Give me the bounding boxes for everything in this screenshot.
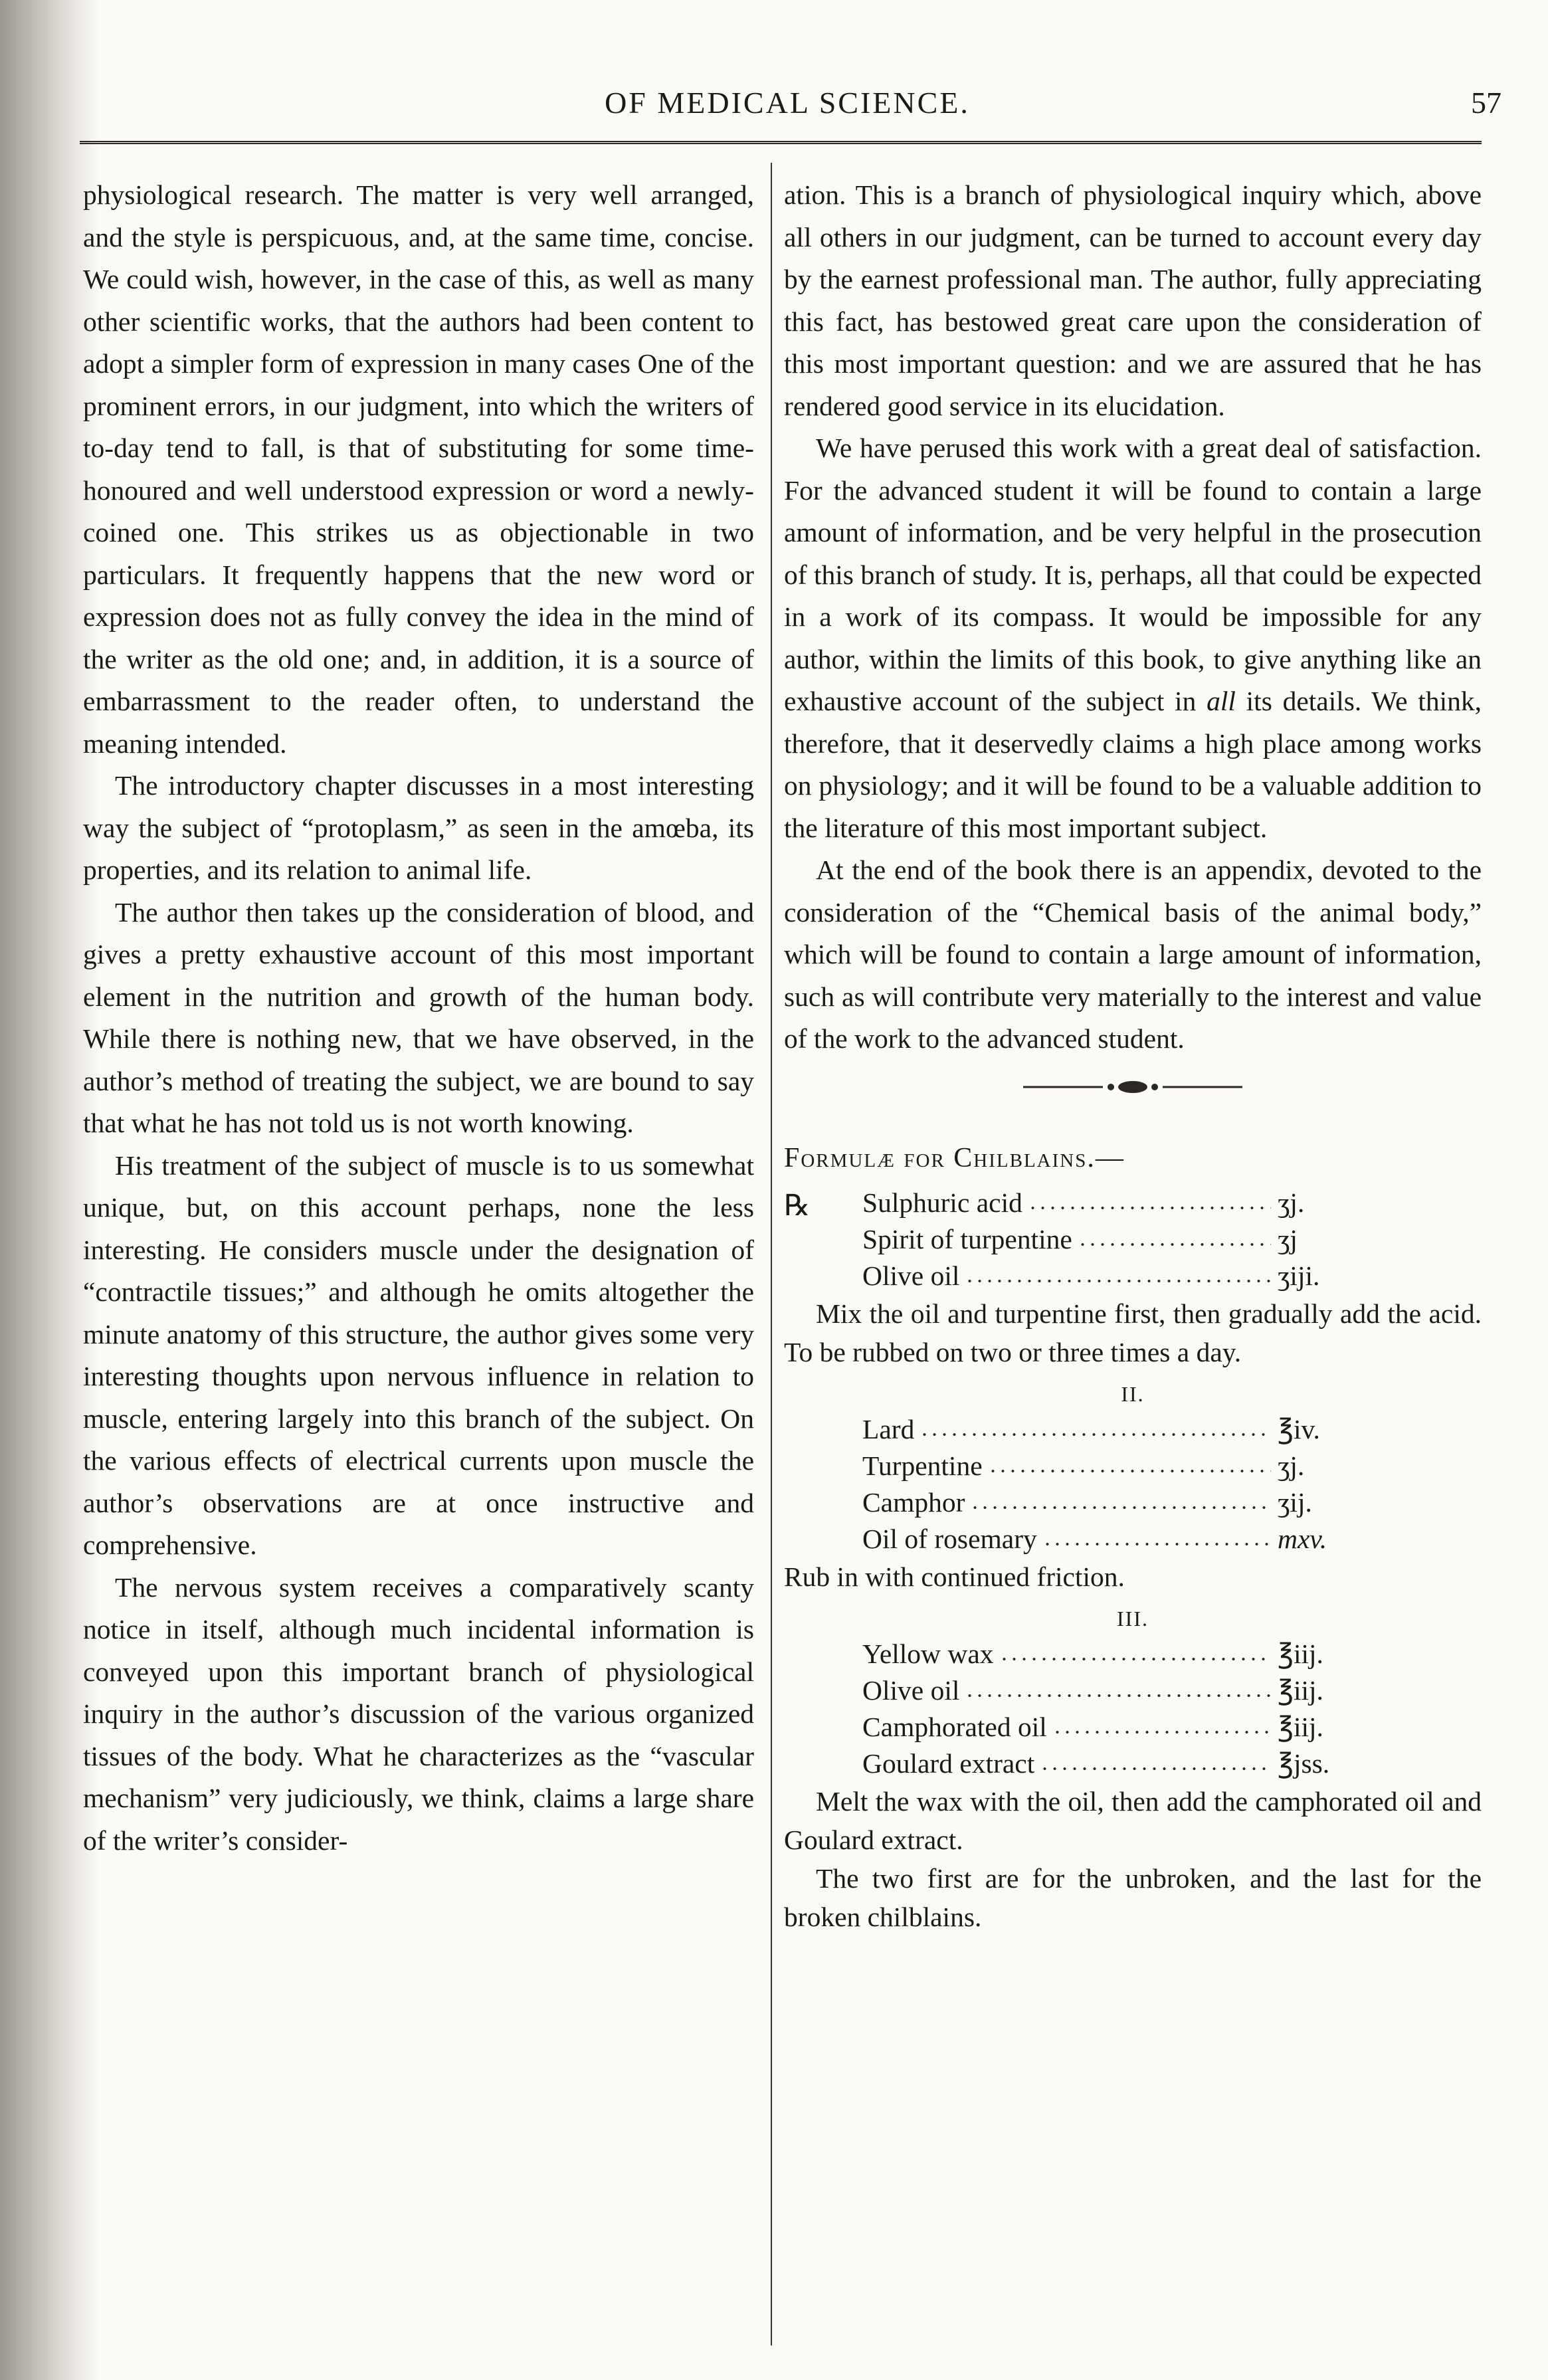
dot-leader [919,1431,1271,1438]
formula-instruction: Mix the oil and turpentine first, then gradually add the acid. To be rubbed on two or three times a day. [784,1298,1482,1367]
formula-number: III. [1117,1607,1149,1631]
paragraph-text: its details. We think, therefore, that it deservedly claims a high place among works on physiology; and it will be found to be a valuable addition to the literature of this most important subject. [784,686,1482,843]
dot-leader [970,1504,1271,1511]
formula-three [784,1636,1482,1782]
italic-word: all [1207,686,1236,716]
ingredient-quantity: ℥jss. [1278,1748,1330,1779]
ingredient-row [862,1185,1337,1221]
dot-leader [965,1692,1271,1699]
ingredient-quantity: ℥iij. [1278,1712,1323,1742]
ingredient-quantity: ʒiji. [1278,1260,1320,1291]
closing-note: The two first are for the unbroken, and the last for the broken chilblains. [784,1863,1482,1932]
section-ornament [784,1060,1482,1114]
dot-leader [1040,1765,1271,1772]
ingredient-row [862,1411,1337,1448]
ingredient-quantity: ℥iij. [1278,1675,1323,1706]
ingredient-row [862,1521,1337,1557]
ingredient-list [862,1411,1337,1557]
ingredient-list [862,1636,1337,1782]
formula-two [784,1411,1482,1557]
ingredient-name: Lard [862,1414,915,1444]
dot-leader [1028,1205,1271,1211]
left-column [83,174,754,1862]
ingredient-row [862,1484,1337,1521]
ingredient-name: Turpentine [862,1450,983,1481]
ingredient-name: Olive oil [862,1675,960,1706]
ingredient-row [862,1672,1337,1709]
dot-leader [1042,1541,1271,1547]
ingredient-list [862,1185,1337,1294]
ingredient-quantity: ʒj [1278,1224,1298,1254]
ingredient-quantity: ℥iij. [1278,1638,1323,1669]
ingredient-name: Oil of rosemary [862,1524,1037,1554]
paragraph: physiological research. The matter is very well arranged, and the style is perspicuous, and, at the same time, concise. We could wish, however, in the case of this, as well as many other scientific works, that the authors had been content to adopt a simpler form of expression in many cases One of the prominent errors, in our judgment, into which the writers of to-day tend to fall, is that of substituting for some time-honoured and well understood expression or word a newly-coined one. This strikes us as objectionable in two particulars. It frequently happens that the new word or expression does not as fully convey the idea in the mind of the writer as the old one; and, in addition, it is a source of embarrassment to the reader often, to understand the meaning intended. [83,179,754,759]
column-divider [771,163,772,2345]
right-column [784,174,1482,1936]
running-title: OF MEDICAL SCIENCE. [605,86,970,120]
ingredient-row [862,1709,1337,1745]
ingredient-name: Spirit of turpentine [862,1224,1072,1254]
header-rule [80,141,1482,144]
page-number: 57 [1471,86,1501,120]
ingredient-row [862,1258,1337,1294]
formula-number: II. [1121,1382,1145,1406]
paragraph: At the end of the book there is an appendix, devoted to the consideration of the “Chemical basis of the animal body,” which will be found to contain a large amount of information, such as will contribute very materially to the interest and value of the work to the advanced student. [784,854,1482,1054]
paragraph: The author then takes up the consideration of blood, and gives a pretty exhaustive account of this most important element in the nutrition and growth of the human body. While there is nothing new, that we have observed, in the author’s method of treating the subject, we are bound to say that what he has not told us is not worth knowing. [83,896,754,1138]
ingredient-row [862,1745,1337,1782]
ingredient-row [862,1448,1337,1484]
recipe-symbol-icon: ℞ [784,1189,811,1222]
ingredient-row [862,1221,1337,1258]
dot-leader [1052,1729,1271,1735]
ingredient-quantity: ℥iv. [1278,1414,1320,1444]
ornament-rule-icon [1023,1077,1242,1097]
paragraph: His treatment of the subject of muscle is to us somewhat unique, but, on this account perhaps, none the less interesting. He considers muscle under the designation of “contractile tissues;” and although he omits altogether the minute anatomy of this structure, the author gives some very interesting thoughts upon nervous influence in relation to muscle, entering largely into this branch of the subject. On the various effects of electrical currents upon muscle the author’s observations are at once instructive and comprehensive. [83,1149,754,1560]
paragraph-text: We have perused this work with a great deal of satisfaction. For the advanced student it will be found to contain a large amount of information, and be very helpful in the prosecution of this branch of study. It is, perhaps, all that could be expected in a work of its compass. It would be impossible for any author, within the limits of this book, to give anything like an exhaustive account of the subject in [784,433,1482,716]
ingredient-name: Sulphuric acid [862,1187,1022,1218]
ingredient-name: Camphorated oil [862,1712,1047,1742]
formula-one [784,1185,1482,1294]
ingredient-quantity: ʒj. [1278,1450,1305,1481]
dot-leader [965,1278,1271,1284]
ingredient-name: Camphor [862,1487,965,1518]
paragraph: The nervous system receives a comparatively scanty notice in itself, although much incidental information is conveyed upon this important branch of physiological inquiry in the author’s discussion of the various organized tissues of the body. What he characterizes as the “vascular mechanism” very judiciously, we think, claims a large share of the writer’s consider- [83,1571,754,1856]
paragraph [784,427,1482,849]
ingredient-name: Yellow wax [862,1638,994,1669]
ingredient-name: Olive oil [862,1260,960,1291]
paragraph: The introductory chapter discusses in a most interesting way the subject of “protoplasm,” as seen in the amœba, its properties, and its relation to animal life. [83,770,754,885]
formula-instruction: Rub in with continued friction. [784,1561,1125,1592]
dot-leader [999,1656,1271,1662]
formula-instruction: Melt the wax with the oil, then add the camphorated oil and Goulard extract. [784,1786,1482,1855]
page-header [73,73,1501,133]
dot-leader [988,1468,1271,1474]
formulae-heading: Formulæ for Chilblains.— [784,1142,1125,1173]
ingredient-name: Goulard extract [862,1748,1035,1779]
paragraph: ation. This is a branch of physiological inquiry which, above all others in our judgment, can be turned to account every day by the earnest professional man. The author, fully appreciating this fact, has bestowed great care upon the consideration of this most important question: and we are assured that he has rendered good service in its elucidation. [784,179,1482,421]
ingredient-quantity: ʒij. [1278,1487,1312,1518]
ingredient-row [862,1636,1337,1672]
ingredient-quantity: mxv. [1278,1524,1327,1554]
ingredient-quantity: ʒj. [1278,1187,1305,1218]
dot-leader [1078,1241,1271,1248]
